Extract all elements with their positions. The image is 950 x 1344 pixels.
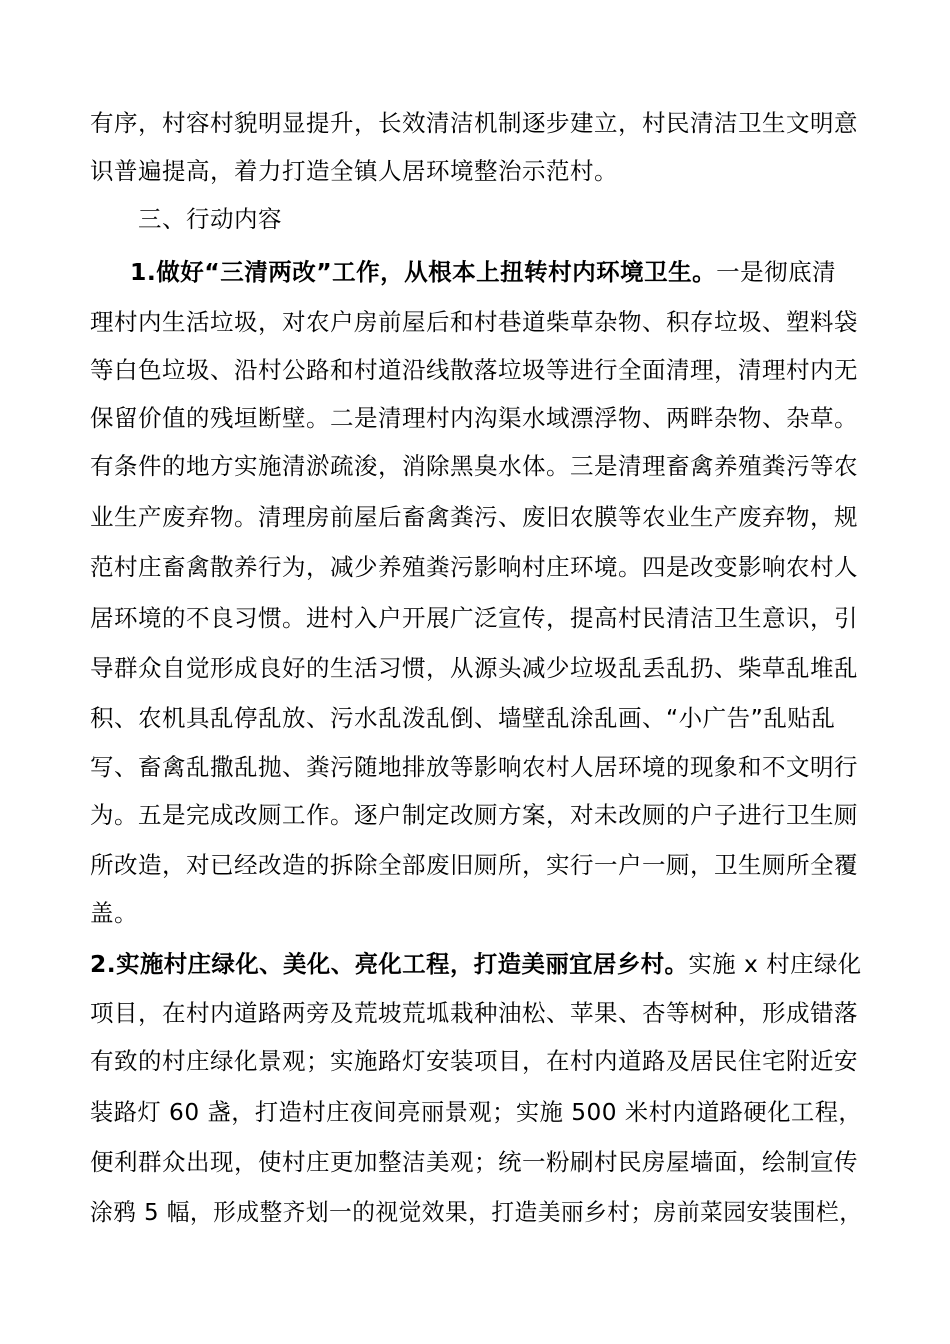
line-text: 积、农机具乱停乱放、污水乱泼乱倒、墙壁乱涂乱画、“小广告”乱贴乱	[90, 704, 836, 732]
line-text: 保留价值的残垣断壁。二是清理村内沟渠水域漂浮物、两畔杂物、杂草。	[90, 404, 858, 432]
body-text-line	[90, 450, 858, 482]
line-text: 理村内生活垃圾，对农户房前屋后和村巷道柴草杂物、积存垃圾、塑料袋	[90, 308, 858, 336]
body-text-line	[90, 602, 858, 634]
subsection-line	[130, 256, 836, 288]
section-heading-text: 三、行动内容	[138, 205, 282, 233]
body-text-line	[90, 155, 618, 187]
line-text: 识普遍提高，着力打造全镇人居环境整治示范村。	[90, 157, 618, 185]
line-text: 涂鸦 5 幅，形成整齐划一的视觉效果，打造美丽乡村；房前菜园安装围栏，	[90, 1198, 863, 1226]
subsection-heading-1: 1.做好“三清两改”工作，从根本上扭转村内环境卫生。	[130, 258, 717, 286]
body-text-line	[90, 897, 138, 929]
line-text: 项目，在村内道路两旁及荒坡荒坬栽种油松、苹果、杏等树种，形成错落	[90, 999, 858, 1027]
line-text: 业生产废弃物。清理房前屋后畜禽粪污、废旧农膜等农业生产废弃物，规	[90, 503, 858, 531]
line-text: 有条件的地方实施清淤疏浚，消除黑臭水体。三是清理畜禽养殖粪污等农	[90, 452, 858, 480]
line-text: 写、畜禽乱撒乱抛、粪污随地排放等影响农村人居环境的现象和不文明行	[90, 753, 858, 781]
line-text: 所改造，对已经改造的拆除全部废旧厕所，实行一户一厕，卫生厕所全覆	[90, 851, 858, 879]
line-text: 范村庄畜禽散养行为，减少养殖粪污影响村庄环境。四是改变影响农村人	[90, 553, 858, 581]
line-text: 有致的村庄绿化景观；实施路灯安装项目，在村内道路及居民住宅附近安	[90, 1047, 858, 1075]
body-text-line	[90, 1196, 862, 1228]
body-text-line	[90, 1146, 858, 1178]
body-text-line	[90, 306, 858, 338]
line-text: 导群众自觉形成良好的生活习惯，从源头减少垃圾乱丢乱扔、柴草乱堆乱	[90, 654, 858, 682]
body-text-line	[90, 402, 858, 434]
body-text-line	[90, 652, 858, 684]
line-text: 居环境的不良习惯。进村入户开展广泛宣传，提高村民清洁卫生意识，引	[90, 604, 858, 632]
line-text: 有序，村容村貌明显提升，长效清洁机制逐步建立，村民清洁卫生文明意	[90, 109, 858, 137]
line-text: 一是彻底清	[716, 258, 837, 286]
line-text: 等白色垃圾、沿村公路和村道沿线散落垃圾等进行全面清理，清理村内无	[90, 356, 858, 384]
subsection-heading-2: 2.实施村庄绿化、美化、亮化工程，打造美丽宜居乡村。	[90, 950, 689, 978]
body-text-line	[90, 702, 835, 734]
line-text: 为。五是完成改厕工作。逐户制定改厕方案，对未改厕的户子进行卫生厕	[90, 801, 858, 829]
line-text: 实施 x 村庄绿化	[688, 950, 862, 978]
line-text: 装路灯 60 盏，打造村庄夜间亮丽景观；实施 500 米村内道路硬化工程，	[90, 1098, 863, 1126]
body-text-line	[90, 1045, 858, 1077]
body-text-line	[90, 354, 858, 386]
body-text-line	[90, 551, 858, 583]
body-text-line	[90, 849, 858, 881]
body-text-line	[90, 997, 858, 1029]
line-text: 便利群众出现，使村庄更加整洁美观；统一粉刷村民房屋墙面，绘制宣传	[90, 1148, 858, 1176]
body-text-line	[90, 751, 858, 783]
body-text-line	[90, 1096, 862, 1128]
line-text: 盖。	[90, 899, 138, 927]
body-text-line	[90, 501, 858, 533]
section-heading	[138, 203, 282, 235]
subsection-line	[90, 948, 862, 980]
body-text-line	[90, 107, 858, 139]
body-text-line	[90, 799, 858, 831]
